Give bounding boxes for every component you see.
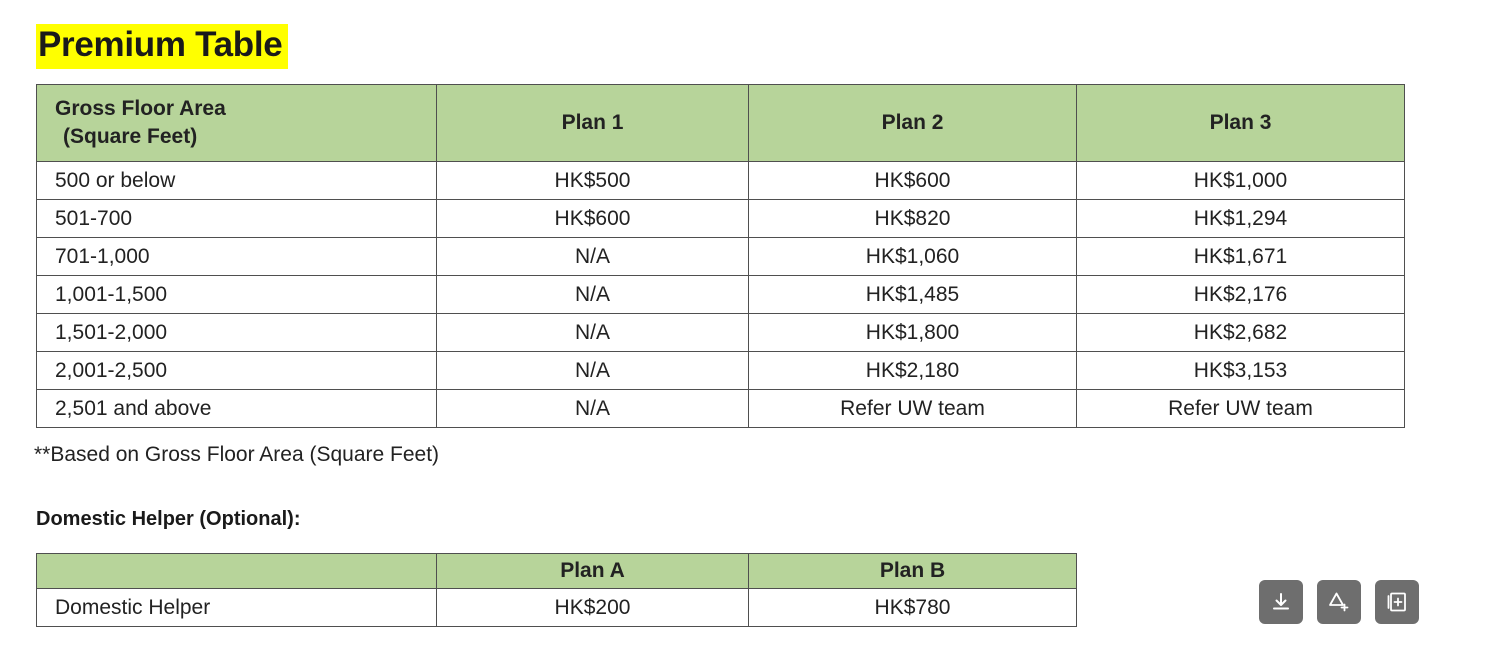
table-row — [37, 238, 1405, 276]
table-row — [37, 352, 1405, 390]
cell-plan-a: HK$200 — [437, 589, 749, 627]
column-header-plan-b: Plan B — [749, 554, 1077, 589]
cell-plan2: HK$2,180 — [749, 352, 1077, 390]
cell-plan2: HK$1,060 — [749, 238, 1077, 276]
cell-plan-b: HK$780 — [749, 589, 1077, 627]
column-header-blank — [37, 554, 437, 589]
add-to-drive-icon[interactable] — [1317, 580, 1361, 624]
cell-plan1: N/A — [437, 238, 749, 276]
page-title: Premium Table — [36, 24, 288, 69]
download-icon[interactable] — [1259, 580, 1303, 624]
cell-plan1: N/A — [437, 390, 749, 428]
domestic-helper-table — [36, 553, 1077, 627]
table-row — [37, 200, 1405, 238]
cell-plan3: HK$2,682 — [1077, 314, 1405, 352]
cell-plan1: N/A — [437, 352, 749, 390]
cell-area: 500 or below — [37, 162, 437, 200]
cell-plan3: HK$3,153 — [1077, 352, 1405, 390]
table-row — [37, 162, 1405, 200]
cell-plan2: Refer UW team — [749, 390, 1077, 428]
column-header-line1: Gross Floor Area — [55, 96, 226, 120]
cell-plan2: HK$1,800 — [749, 314, 1077, 352]
table-row — [37, 276, 1405, 314]
cell-plan2: HK$600 — [749, 162, 1077, 200]
cell-plan3: HK$1,671 — [1077, 238, 1405, 276]
table-row — [37, 589, 1077, 627]
add-to-collection-icon[interactable] — [1375, 580, 1419, 624]
column-header-plan-1: Plan 1 — [437, 85, 749, 162]
table-row — [37, 314, 1405, 352]
cell-area: 1,001-1,500 — [37, 276, 437, 314]
cell-area: 701-1,000 — [37, 238, 437, 276]
column-header-gross-floor-area — [37, 85, 437, 162]
cell-plan1: HK$500 — [437, 162, 749, 200]
column-header-line2: (Square Feet) — [63, 125, 198, 148]
column-header-plan-2: Plan 2 — [749, 85, 1077, 162]
cell-area: 2,001-2,500 — [37, 352, 437, 390]
cell-plan3: HK$1,294 — [1077, 200, 1405, 238]
cell-plan2: HK$820 — [749, 200, 1077, 238]
image-action-toolbar[interactable] — [1259, 580, 1419, 624]
cell-area: 1,501-2,000 — [37, 314, 437, 352]
table-header-row — [37, 85, 1405, 162]
cell-plan3: Refer UW team — [1077, 390, 1405, 428]
cell-plan1: N/A — [437, 314, 749, 352]
footnote: **Based on Gross Floor Area (Square Feet) — [34, 443, 440, 466]
cell-area: 501-700 — [37, 200, 437, 238]
cell-plan1: N/A — [437, 276, 749, 314]
cell-plan3: HK$2,176 — [1077, 276, 1405, 314]
cell-area: 2,501 and above — [37, 390, 437, 428]
cell-plan3: HK$1,000 — [1077, 162, 1405, 200]
section-label-domestic-helper: Domestic Helper (Optional): — [36, 508, 301, 530]
table-row — [37, 390, 1405, 428]
cell-plan1: HK$600 — [437, 200, 749, 238]
premium-table — [36, 84, 1405, 428]
cell-label: Domestic Helper — [37, 589, 437, 627]
cell-plan2: HK$1,485 — [749, 276, 1077, 314]
table-header-row — [37, 554, 1077, 589]
column-header-plan-3: Plan 3 — [1077, 85, 1405, 162]
column-header-plan-a: Plan A — [437, 554, 749, 589]
